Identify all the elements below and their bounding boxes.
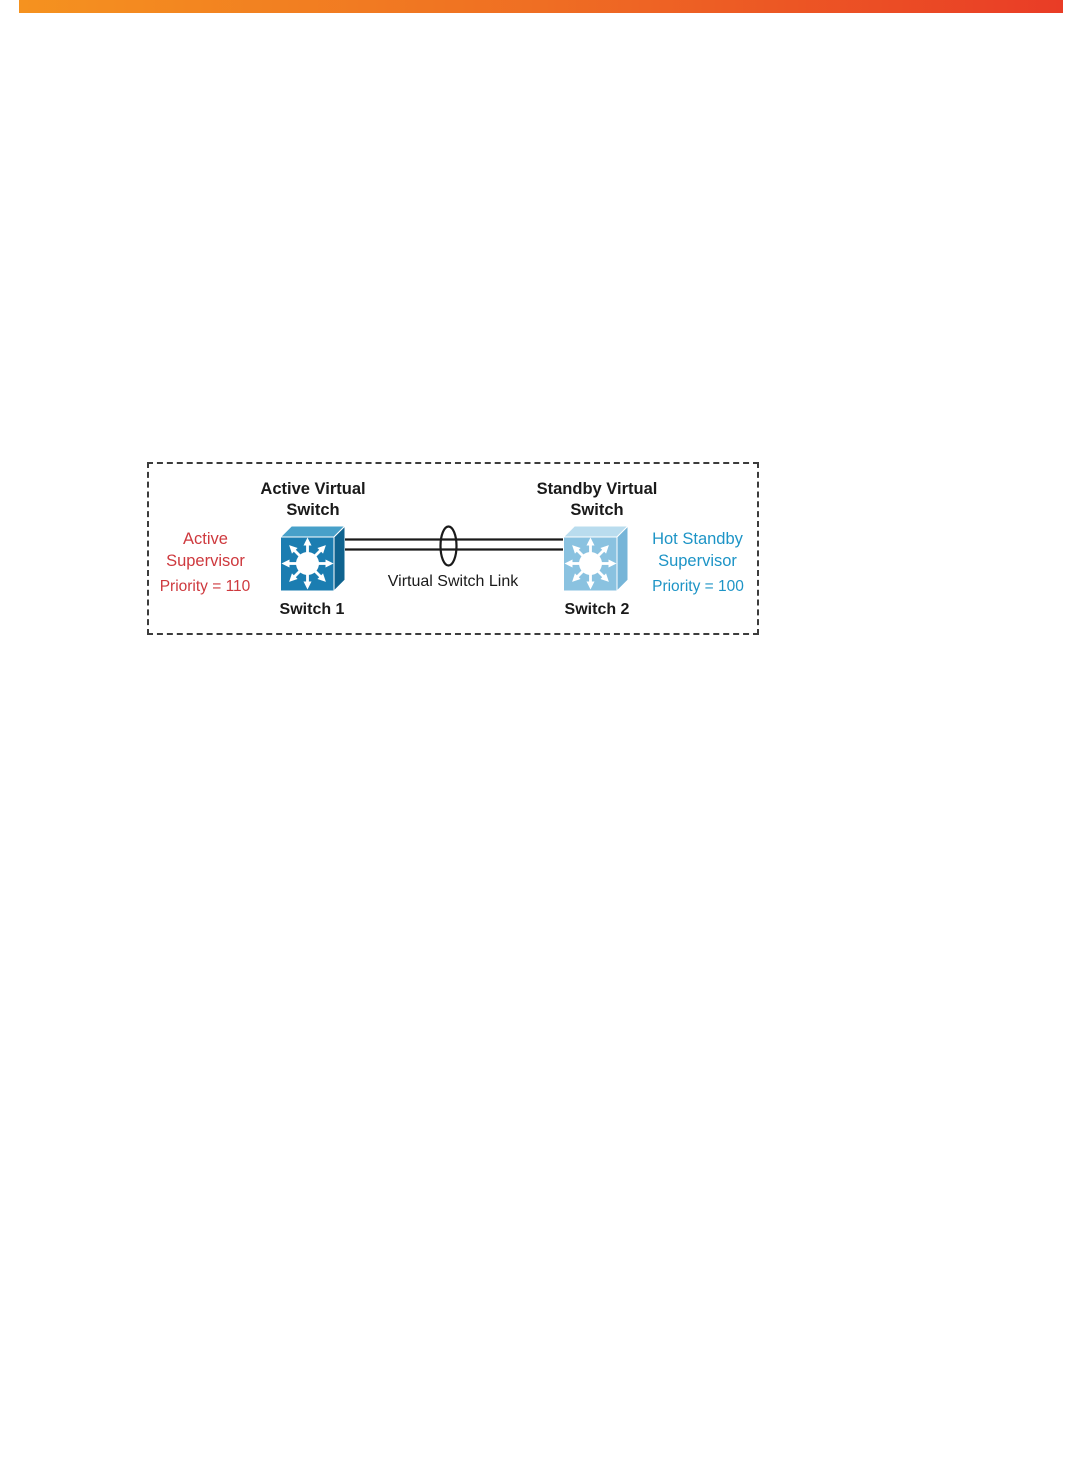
active-supervisor-label-line1: Active — [183, 530, 228, 548]
standby-virtual-switch-header — [512, 479, 682, 521]
active-supervisor-label — [138, 528, 273, 572]
standby-switch-cube — [561, 523, 631, 595]
active-virtual-switch-header — [228, 479, 398, 521]
switch-2-label: Switch 2 — [564, 601, 630, 618]
switch-1-label: Switch 1 — [279, 601, 345, 618]
hot-standby-supervisor-label-line2: Supervisor — [658, 552, 737, 570]
workgroup-switch-icon — [281, 526, 346, 591]
standby-virtual-switch-header-line2: Switch — [570, 501, 624, 519]
standby-priority-label: Priority = 100 — [652, 578, 744, 595]
active-switch-cube — [278, 523, 348, 595]
link-bundle-ellipse-icon — [441, 527, 457, 566]
vsl-connector — [345, 520, 563, 578]
hot-standby-supervisor-label-line1: Hot Standby — [652, 530, 743, 548]
active-virtual-switch-header-line1: Active Virtual — [260, 480, 366, 498]
workgroup-switch-icon — [564, 526, 629, 591]
hot-standby-supervisor-label — [630, 528, 765, 572]
top-accent-bar — [19, 0, 1063, 13]
virtual-switch-link-label: Virtual Switch Link — [387, 573, 519, 590]
active-priority-label: Priority = 110 — [159, 578, 251, 595]
vsl-link-lines — [345, 540, 563, 550]
standby-virtual-switch-header-line1: Standby Virtual — [536, 480, 658, 498]
active-supervisor-label-line2: Supervisor — [166, 552, 245, 570]
active-virtual-switch-header-line2: Switch — [286, 501, 340, 519]
